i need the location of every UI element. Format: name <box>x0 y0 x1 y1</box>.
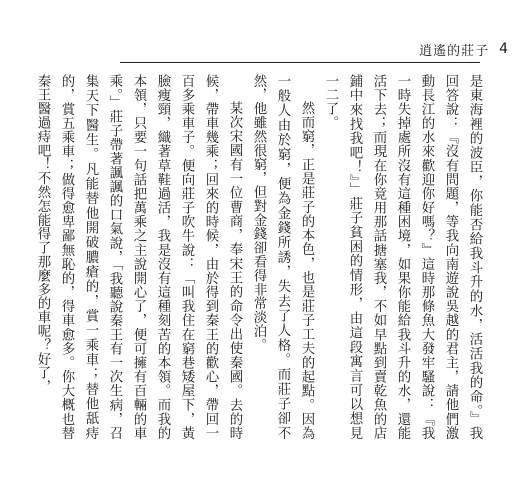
page-number: 4 <box>499 41 508 57</box>
page-header <box>419 40 508 58</box>
running-title: 逍遙的莊子 <box>419 43 490 59</box>
paragraph: 某次宋國有一位曹商，奉宋王的命令出使秦國。去的時候，帶車幾乘；回來的時候，由於得到秦王的歡心，帶回一百多乘車子。便向莊子吹牛說：「叫我住在窮巷矮屋下，黃臉痩頸，織著草鞋過活，我是沒有這種刻苦的本領。而我的本領，只要一句話把萬乘之主說開心了，便可擁有百輛的車乘。」莊子帶著諷諷的口氣說，「我聽說秦王有一次生病，召集天下醫生。凡能替他開破膿瘡的，賞一乘車；替他舐痔的，賞五乘車；做得愈卑鄙無恥的，得車愈多。你大概也替秦王醫過痔吧！不然怎能得了那麼多的車呢？好了， <box>35 74 242 440</box>
paragraph: 是東海裡的波臣，你能否給我斗升的水，活活我的命。』我回答說：『沒有問題，等我向南遊說吳越的君主，請他們激動長江的水來歡迎你好嗎？』這時那條魚大發牢騷說：『我一時失掉處所沒有這種困境，如果你能給我斗升的水，還能活下去；而現在你竟用那話搪塞我，不如早點到賣乾魚的店鋪中來找我吧！』」莊子貧困的情形，由這段寓言可以想見一二了。 <box>323 74 482 440</box>
body-text <box>35 74 486 440</box>
paragraph: 然而窮，正是莊子的本色，也是莊子工夫的起點。因為一般人由於窮，便為金錢所誘，失去了人格。而莊子卻不然，他雖然很窮，但對金錢卻看得非常淡泊。 <box>251 74 314 440</box>
header-rule <box>120 62 480 63</box>
